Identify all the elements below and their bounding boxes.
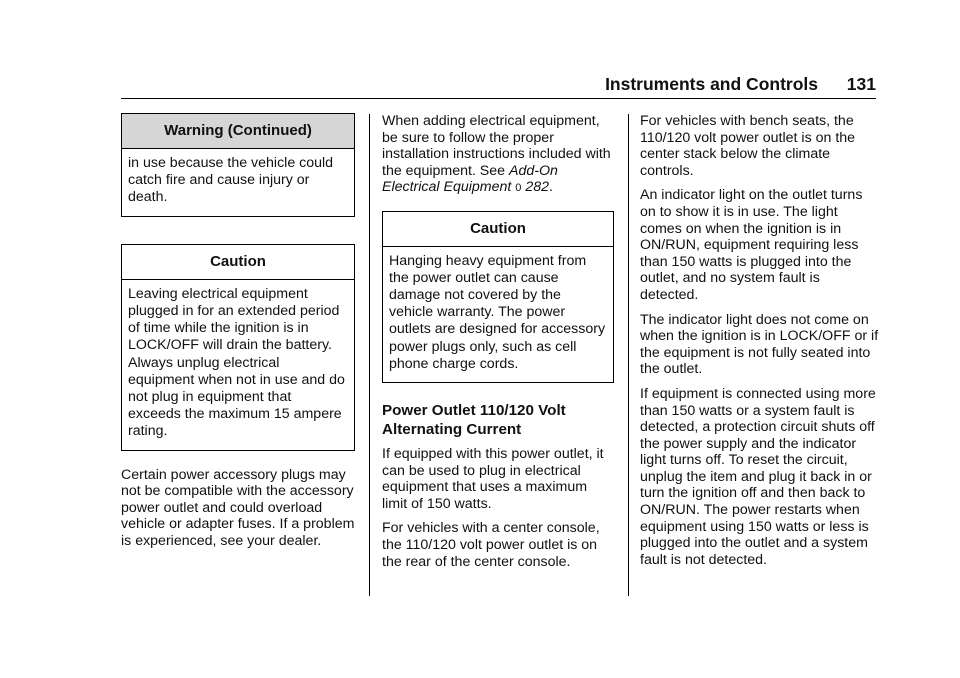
column-2 [382,113,614,578]
intro-end: . [549,179,553,196]
page-number: 131 [846,74,876,94]
column-divider [369,114,370,596]
column-1 [121,113,355,558]
body-paragraph: If equipped with this power outlet, it can be used to plug in electrical equipment that uses a maximum limit of 150 watts. [382,445,604,512]
reference-page[interactable]: 282 [525,179,550,196]
caution-box [121,244,355,450]
caution-paragraph: Always unplug electrical equipment when not in use and do not plug in equipment that exceeds the maximum 15 ampere rating. [128,354,345,440]
caution-paragraph: Leaving electrical equipment plugged in for an extended period of time while the ignition is in LOCK/OFF will drain the battery. [128,285,340,354]
reference-arrow-icon: 0 [515,182,522,195]
body-paragraph: For vehicles with bench seats, the 110/120 volt power outlet is on the center stack below the climate controls. [640,113,856,179]
column-3 [640,113,880,576]
caution-body [122,280,354,450]
caution-text: Hanging heavy equipment from the power outlet can cause damage not covered by the vehicle warranty. The power outlets are designed for accessory power plugs only, such as cell phone charge cords. [389,252,606,372]
body-paragraph: An indicator light on the outlet turns on to show it is in use. The light comes on when the ignition is in ON/RUN, equipment requiring less than 150 watts is plugged into the outlet, and no system fault is detected. [640,187,863,303]
caution-title: Caution [122,245,354,280]
warning-text: in use because the vehicle could catch fire and cause injury or death. [128,154,334,205]
body-paragraph: Certain power accessory plugs may not be compatible with the accessory power outlet and could overload vehicle or adapter fuses. If a problem is experienced, see your dealer. [121,466,355,549]
intro-paragraph [382,113,614,197]
cross-reference-link[interactable]: Add-On Electrical Equipment [382,162,558,196]
warning-title: Warning (Continued) [122,114,354,149]
caution-box [382,211,614,383]
intro-text: When adding electrical equipment, be sure to follow the proper installation instructions included with the equipment. See [382,113,611,179]
body-paragraph: For vehicles with a center console, the 110/120 volt power outlet is on the rear of the center console. [382,520,600,570]
section-title: Instruments and Controls [605,74,818,94]
caution-title: Caution [383,212,613,247]
header-rule [121,98,876,99]
section-heading: Power Outlet 110/120 Volt Alternating Current [382,401,566,438]
body-paragraph: The indicator light does not come on when the ignition is in LOCK/OFF or if the equipment is not fully seated into the outlet. [640,311,879,378]
page-header [121,74,876,100]
body-paragraph: If equipment is connected using more than 150 watts or a system fault is detected, a protection circuit shuts off the power supply and the indicator light turns off. To reset the circuit, unplug the item and plug it back in or turn the ignition off and then back to ON/RUN. The power restarts when equipment using 150 watts or less is plugged into the outlet and a system fault is not detected. [640,385,876,568]
warning-box [121,113,355,217]
column-divider [628,114,629,596]
